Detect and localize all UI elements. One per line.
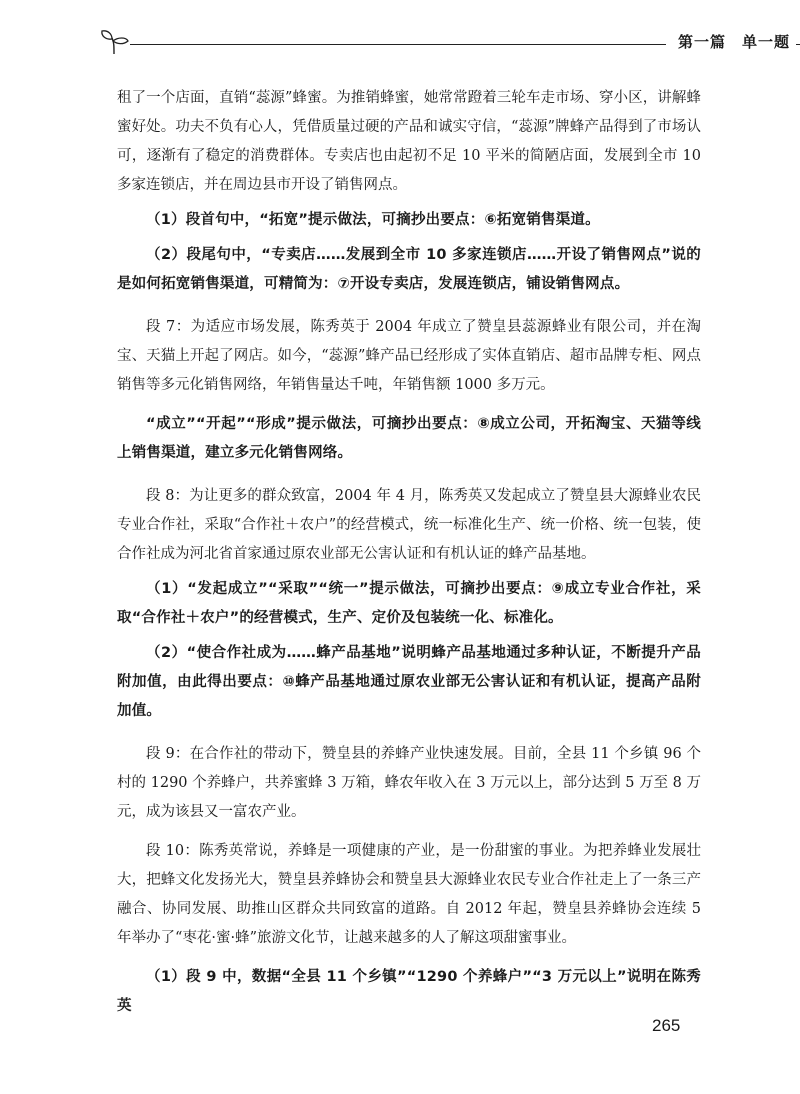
header-rule-left	[130, 44, 666, 45]
analysis-paragraph: （1）段首句中，“拓宽”提示做法，可摘抄出要点：⑥拓宽销售渠道。	[146, 212, 600, 228]
source-paragraph: 段 7：为适应市场发展，陈秀英于 2004 年成立了赞皇县蕊源蜂业有限公司，并在淘宝、天猫上开起了网店。如今，“蕊源”蜂产品已经形成了实体直销店、超市品牌专柜、网点销售等多元化销售网络，年销售量达千吨，年销售额 1000 多万元。	[117, 319, 701, 393]
page-body	[117, 84, 701, 1021]
analysis-paragraph: “成立”“开起”“形成”提示做法，可摘抄出要点：⑧成立公司，开拓淘宝、天猫等线上销售渠道，建立多元化销售网络。	[117, 416, 701, 461]
analysis-paragraph: （2）“使合作社成为……蜂产品基地”说明蜂产品基地通过多种认证，不断提升产品附加值，由此得出要点：⑩蜂产品基地通过原农业部无公害认证和有机认证，提高产品附加值。	[117, 645, 701, 719]
sprout-icon	[100, 28, 130, 56]
source-paragraph: 租了一个店面，直销“蕊源”蜂蜜。为推销蜂蜜，她常常蹬着三轮车走市场、穿小区，讲解蜂蜜好处。功夫不负有心人，凭借质量过硬的产品和诚实守信，“蕊源”牌蜂产品得到了市场认可，逐渐有了稳定的消费群体。专卖店也由起初不足 10 平米的简陋店面，发展到全市 10 多家连锁店，并在周边县市开设了销售网点。	[117, 90, 701, 193]
analysis-paragraph: （2）段尾句中，“专卖店……发展到全市 10 多家连锁店……开设了销售网点”说的是如何拓宽销售渠道，可精简为：⑦开设专卖店，发展连锁店，铺设销售网点。	[117, 247, 701, 292]
source-paragraph: 段 8：为让更多的群众致富，2004 年 4 月，陈秀英又发起成立了赞皇县大源蜂业农民专业合作社，采取“合作社＋农户”的经营模式，统一标准化生产、统一价格、统一包装，使合作社成为河北省首家通过原农业部无公害认证和有机认证的蜂产品基地。	[117, 488, 701, 562]
analysis-paragraph: （1）段 9 中，数据“全县 11 个乡镇”“1290 个养蜂户”“3 万元以上”说明在陈秀英	[117, 969, 701, 1014]
analysis-paragraph: （1）“发起成立”“采取”“统一”提示做法，可摘抄出要点：⑨成立专业合作社，采取“合作社＋农户”的经营模式，生产、定价及包装统一化、标准化。	[117, 581, 701, 626]
page-number: 265	[652, 1016, 681, 1035]
chapter-title: 第一篇 单一题	[678, 33, 791, 51]
source-paragraph: 段 9：在合作社的带动下，赞皇县的养蜂产业快速发展。目前，全县 11 个乡镇 96 个村的 1290 个养蜂户，共养蜜蜂 3 万箱，蜂农年收入在 3 万元以上，部分达到 5 万至 8 万元，成为该县又一富农产业。	[117, 746, 701, 820]
header-rule-right	[796, 44, 800, 45]
running-header	[100, 28, 791, 58]
source-paragraph: 段 10：陈秀英常说，养蜂是一项健康的产业，是一份甜蜜的事业。为把养蜂业发展壮大，把蜂文化发扬光大，赞皇县养蜂协会和赞皇县大源蜂业农民专业合作社走上了一条三产融合、协同发展、助推山区群众共同致富的道路。自 2012 年起，赞皇县养蜂协会连续 5 年举办了“枣花·蜜·蜂”旅游文化节，让越来越多的人了解这项甜蜜事业。	[117, 843, 701, 946]
